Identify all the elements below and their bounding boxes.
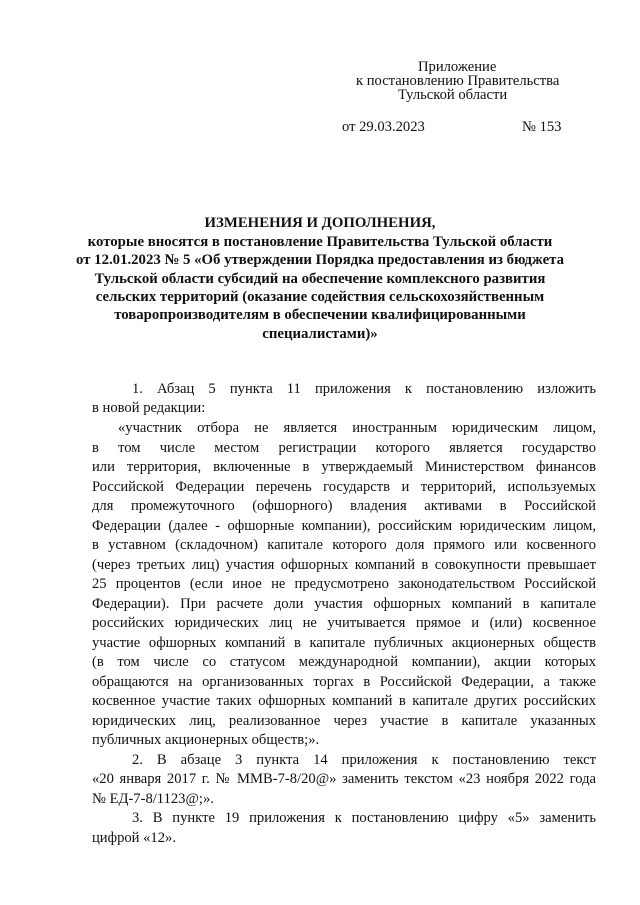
document-number: № 153 [522, 119, 562, 135]
appendix-resolution: к постановлению Правительства [356, 73, 560, 89]
body-line: косвенное участие таких офшорных компаний в капитале других российских [92, 693, 596, 709]
title-line-3: от 12.01.2023 № 5 «Об утверждении Порядка предоставления из бюджета [76, 252, 564, 268]
appendix-label: Приложение [418, 59, 497, 75]
document-date: от 29.03.2023 [342, 119, 425, 135]
body-line: в том числе местом регистрации которого является государство [92, 440, 596, 456]
body-line: Федерации). При расчете доли участия офшорных компаний в капитале [92, 596, 596, 612]
title-line-4: Тульской области субсидий на обеспечение комплексного развития [94, 271, 546, 287]
body-line: «20 января 2017 г. № ММВ-7-8/20@» заменить текстом «23 ноября 2022 года [92, 771, 596, 787]
body-line: юридических лиц, реализованное через участие в капитале указанных [92, 713, 596, 729]
body-line: 2. В абзаце 3 пункта 14 приложения к постановлению текст [132, 752, 596, 768]
body-line: или территория, включенные в утверждаемый Министерством финансов [92, 459, 596, 475]
title-line-7: специалистами)» [262, 326, 378, 342]
body-line: в новой редакции: [92, 400, 206, 416]
body-line: публичных акционерных обществ;». [92, 732, 320, 748]
body-line: для промежуточного (офшорного) владения активами в Российской [92, 498, 596, 514]
appendix-region: Тульской области [398, 87, 508, 103]
body-line: участие офшорных компаний в капитале публичных акционерных обществ [92, 635, 596, 651]
title-line-5: сельских территорий (оказание содействия сельскохозяйственным [95, 289, 545, 305]
body-line: 25 процентов (если иное не предусмотрено законодательством Российской [92, 576, 596, 592]
body-line: 1. Абзац 5 пункта 11 приложения к постановлению изложить [132, 381, 596, 397]
body-line: (в том числе со статусом международной компании), акции которых [92, 654, 596, 670]
body-line: цифрой «12». [92, 830, 176, 846]
body-line: Федерации (далее - офшорные компании), российским юридическим лицом, [92, 518, 596, 534]
body-line: «участник отбора не является иностранным юридическим лицом, [118, 420, 596, 436]
body-line: № ЕД-7-8/1123@;». [92, 791, 214, 807]
body-line: обращаются на организованных торгах в Российской Федерации, а также [92, 674, 596, 690]
title-line-2: которые вносятся в постановление Правительства Тульской области [87, 234, 553, 250]
body-line: Российской Федерации перечень государств и территорий, используемых [92, 479, 596, 495]
body-line: в уставном (складочном) капитале которого доля прямого или косвенного [92, 537, 596, 553]
body-line: 3. В пункте 19 приложения к постановлению цифру «5» заменить [132, 810, 596, 826]
title-line-6: товаропроизводителям в обеспечении квалифицированными [114, 307, 526, 323]
body-line: российских юридических лиц не учитывается прямое и (или) косвенное [92, 615, 596, 631]
title-line-1: ИЗМЕНЕНИЯ И ДОПОЛНЕНИЯ, [204, 215, 436, 231]
body-line: (через третьих лиц) участия офшорных компаний в совокупности превышает [92, 557, 596, 573]
